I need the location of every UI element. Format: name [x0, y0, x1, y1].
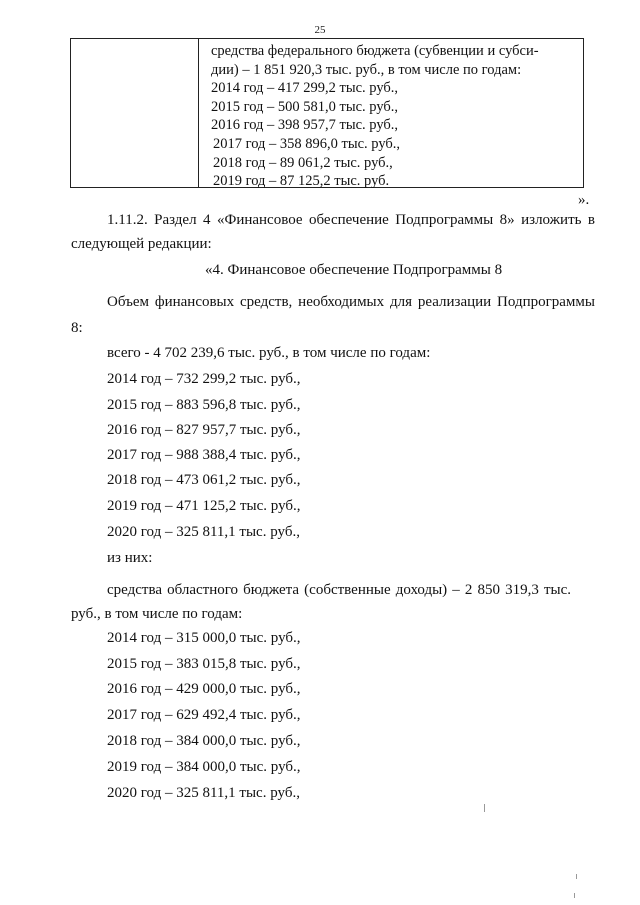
- regional-year-line: 2016 год – 429 000,0 тыс. руб.,: [107, 681, 301, 697]
- regional-year-line: 2019 год – 384 000,0 тыс. руб.,: [107, 759, 301, 775]
- table-line: дии) – 1 851 920,3 тыс. руб., в том числе по годам:: [211, 61, 522, 78]
- budget-table: [70, 38, 584, 188]
- total-year-line: 2019 год – 471 125,2 тыс. руб.,: [107, 498, 301, 514]
- regional-year-line: 2017 год – 629 492,4 тыс. руб.,: [107, 707, 301, 723]
- amendment-paragraph: 1.11.2. Раздел 4 «Финансовое обеспечение Подпрограммы 8» изложить в следующей редакции:: [71, 212, 595, 252]
- table-line: средства федерального бюджета (субвенции и субси-: [211, 43, 539, 59]
- table-left-cell: [71, 39, 199, 187]
- page-number: 25: [314, 24, 326, 36]
- regional-budget-intro: средства областного бюджета (собственные доходы) – 2 850 319,3 тыс. руб., в том числе по годам:: [71, 582, 571, 622]
- total-year-line: 2017 год – 988 388,4 тыс. руб.,: [107, 447, 301, 463]
- table-right-cell: [211, 42, 581, 191]
- funding-intro: Объем финансовых средств, необходимых для реализации Подпрограммы 8:: [71, 294, 595, 336]
- table-line: 2017 год – 358 896,0 тыс. руб.,: [213, 135, 401, 152]
- closing-quote: ».: [578, 192, 590, 208]
- table-line: 2019 год – 87 125,2 тыс. руб.: [213, 173, 390, 190]
- total-year-line: 2016 год – 827 957,7 тыс. руб.,: [107, 422, 301, 438]
- scan-mark: [574, 893, 575, 898]
- table-line: 2014 год – 417 299,2 тыс. руб.,: [211, 80, 399, 97]
- table-line: 2016 год – 398 957,7 тыс. руб.,: [211, 117, 399, 134]
- scan-mark: [484, 804, 485, 812]
- regional-year-line: 2015 год – 383 015,8 тыс. руб.,: [107, 656, 301, 672]
- table-line: 2018 год – 89 061,2 тыс. руб.,: [213, 154, 393, 171]
- total-year-line: 2015 год – 883 596,8 тыс. руб.,: [107, 397, 301, 413]
- scan-mark: [576, 874, 577, 879]
- regional-year-line: 2018 год – 384 000,0 тыс. руб.,: [107, 733, 301, 749]
- table-line: 2015 год – 500 581,0 тыс. руб.,: [211, 98, 399, 115]
- of-which-label: из них:: [107, 550, 153, 566]
- section-heading: «4. Финансовое обеспечение Подпрограммы 8: [205, 262, 503, 278]
- total-year-line: 2020 год – 325 811,1 тыс. руб.,: [107, 524, 300, 540]
- regional-year-line: 2014 год – 315 000,0 тыс. руб.,: [107, 630, 301, 646]
- total-year-line: 2014 год – 732 299,2 тыс. руб.,: [107, 371, 301, 387]
- total-line: всего - 4 702 239,6 тыс. руб., в том числе по годам:: [107, 345, 431, 361]
- total-year-line: 2018 год – 473 061,2 тыс. руб.,: [107, 472, 301, 488]
- regional-year-line: 2020 год – 325 811,1 тыс. руб.,: [107, 785, 300, 801]
